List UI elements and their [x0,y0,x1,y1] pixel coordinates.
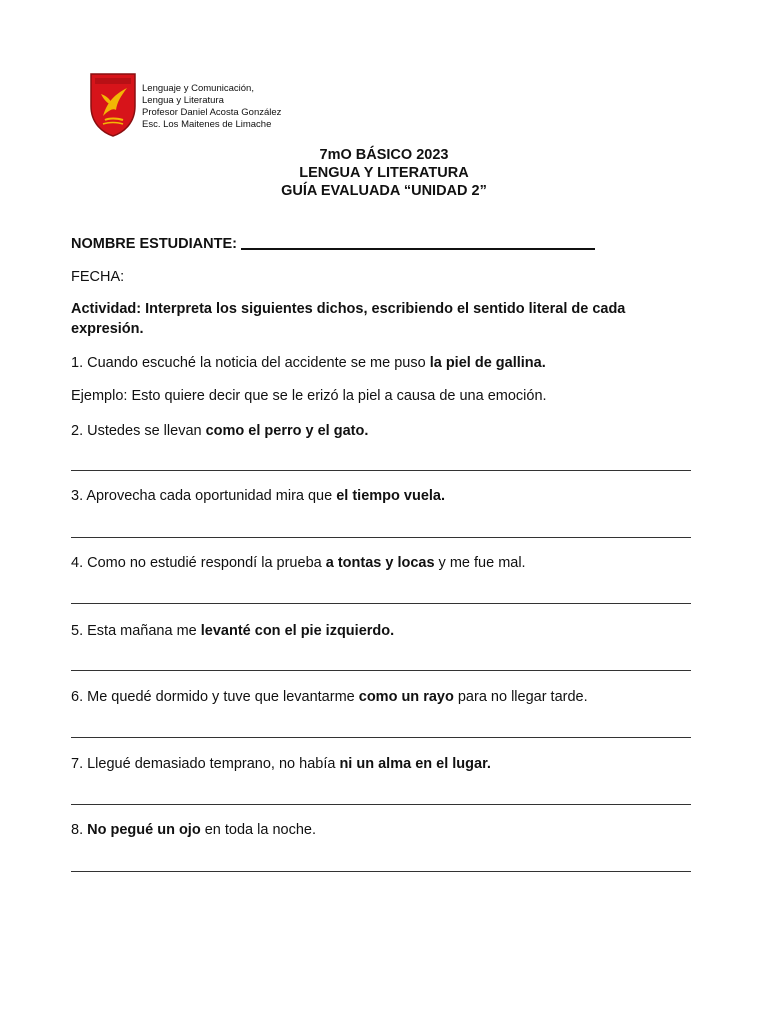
document-title [0,146,768,200]
question-item [71,820,316,840]
student-name-row [71,232,595,254]
question-idiom: la piel de gallina. [429,355,546,371]
question-idiom: levanté con el pie izquierdo. [200,623,395,639]
school-info [142,83,281,131]
example-text: Ejemplo: Esto quiere decir que se le erizó la piel a causa de una emoción. [71,388,547,404]
answer-line[interactable] [71,737,691,738]
school-info-line: Lengua y Literatura [142,95,224,106]
question-text: 2. Ustedes se llevan [71,423,206,439]
question-idiom: a tontas y locas [325,555,435,571]
question-item [71,353,546,373]
answer-line[interactable] [71,603,691,604]
question-idiom: como el perro y el gato. [205,423,369,439]
title-grade: 7mO BÁSICO 2023 [319,147,449,163]
school-info-line: Profesor Daniel Acosta González [142,107,282,118]
question-text: 8. [71,822,88,838]
question-text-tail: para no llegar tarde. [453,689,588,705]
question-text: 1. Cuando escuché la noticia del accidente se me puso [71,355,430,371]
date-label[interactable]: FECHA: [71,269,125,285]
question-text-tail: en toda la noche. [200,822,316,838]
question-item [71,421,368,441]
school-info-line: Esc. Los Maitenes de Limache [142,119,272,130]
title-unit: GUÍA EVALUADA “UNIDAD 2” [281,183,487,199]
activity-instructions: Actividad: Interpreta los siguientes dichos, escribiendo el sentido literal de cada expresión. [71,301,626,337]
student-name-label: NOMBRE ESTUDIANTE: [71,236,237,252]
question-text: 3. Aprovecha cada oportunidad mira que [71,488,337,504]
question-text: 7. Llegué demasiado temprano, no había [71,756,340,772]
question-item [71,621,394,641]
question-idiom: ni un alma en el lugar. [339,756,491,772]
title-subject: LENGUA Y LITERATURA [299,165,469,181]
question-item [71,486,445,506]
question-item [71,687,588,707]
question-item [71,754,491,774]
question-idiom: No pegué un ojo [87,822,201,838]
answer-line[interactable] [71,871,691,872]
answer-line[interactable] [71,804,691,805]
answer-line[interactable] [71,470,691,471]
answer-line[interactable] [71,670,691,671]
question-item [71,553,526,573]
question-text: 4. Como no estudié respondí la prueba [71,555,326,571]
school-info-line: Lenguaje y Comunicación, [142,83,254,94]
question-text-tail: y me fue mal. [434,555,526,571]
question-text: 6. Me quedé dormido y tuve que levantarme [71,689,359,705]
student-name-blank[interactable] [241,234,595,250]
question-idiom: como un rayo [358,689,454,705]
answer-line[interactable] [71,537,691,538]
question-text: 5. Esta mañana me [71,623,201,639]
question-idiom: el tiempo vuela. [336,488,446,504]
school-crest-logo [89,72,137,138]
